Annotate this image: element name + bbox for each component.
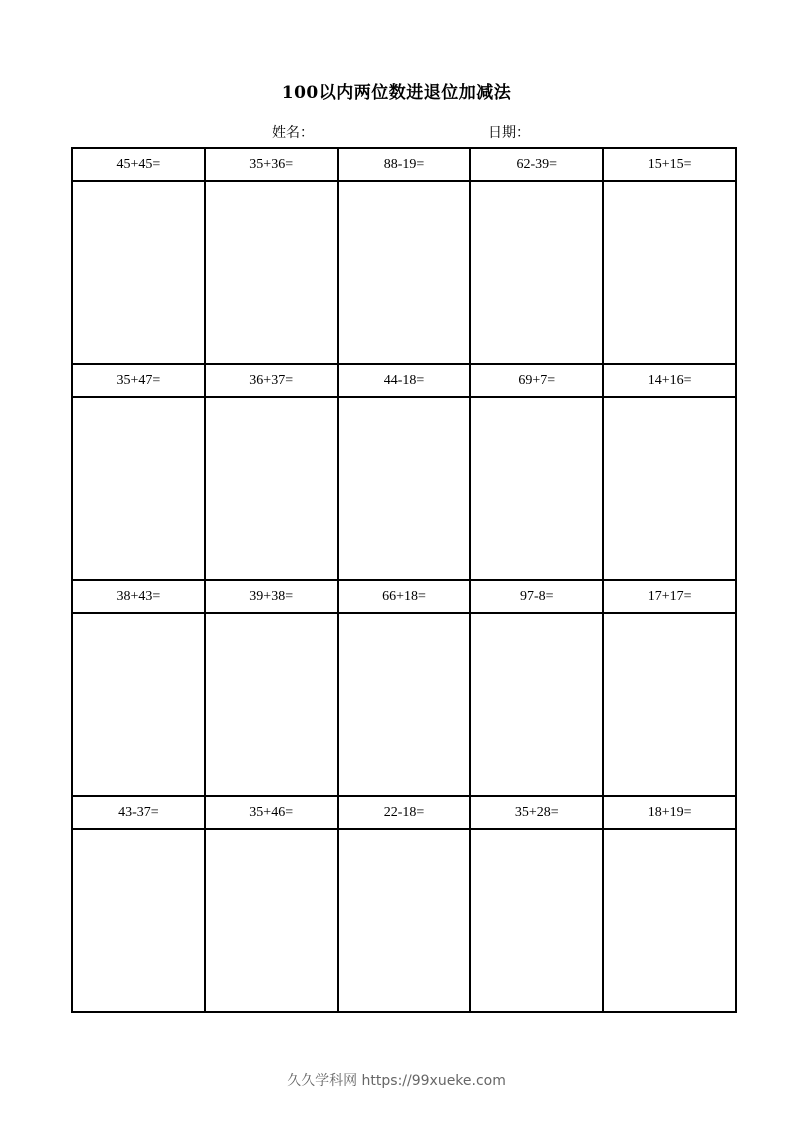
problem-cell: 35+47= [72, 364, 205, 397]
work-area[interactable] [72, 397, 205, 580]
work-area[interactable] [338, 829, 471, 1012]
work-area[interactable] [72, 613, 205, 796]
problem-row [72, 364, 736, 397]
work-area[interactable] [205, 829, 338, 1012]
problem-cell: 44-18= [338, 364, 471, 397]
work-row [72, 397, 736, 580]
problem-cell: 38+43= [72, 580, 205, 613]
problem-grid [71, 147, 737, 1013]
problem-row [72, 148, 736, 181]
worksheet-title: 100以内两位数进退位加减法 [281, 83, 512, 103]
problem-row [72, 580, 736, 613]
date-label: 日期： [488, 125, 530, 141]
work-area[interactable] [603, 181, 736, 364]
problem-cell: 22-18= [338, 796, 471, 829]
work-area[interactable] [338, 397, 471, 580]
problem-cell: 97-8= [470, 580, 603, 613]
work-area[interactable] [470, 613, 603, 796]
work-area[interactable] [470, 397, 603, 580]
name-label: 姓名： [272, 125, 314, 141]
work-area[interactable] [72, 829, 205, 1012]
problem-cell: 35+28= [470, 796, 603, 829]
problem-cell: 35+36= [205, 148, 338, 181]
work-row [72, 829, 736, 1012]
problem-cell: 17+17= [603, 580, 736, 613]
work-area[interactable] [603, 829, 736, 1012]
problem-cell: 35+46= [205, 796, 338, 829]
footer-watermark: 久久学科网 https://99xueke.com [287, 1073, 506, 1089]
problem-cell: 66+18= [338, 580, 471, 613]
problem-cell: 14+16= [603, 364, 736, 397]
work-area[interactable] [603, 397, 736, 580]
problem-cell: 18+19= [603, 796, 736, 829]
work-area[interactable] [205, 397, 338, 580]
work-area[interactable] [205, 181, 338, 364]
work-row [72, 613, 736, 796]
work-area[interactable] [470, 829, 603, 1012]
problem-cell: 15+15= [603, 148, 736, 181]
problem-cell: 43-37= [72, 796, 205, 829]
problem-cell: 45+45= [72, 148, 205, 181]
work-area[interactable] [470, 181, 603, 364]
work-row [72, 181, 736, 364]
work-area[interactable] [205, 613, 338, 796]
problem-cell: 62-39= [470, 148, 603, 181]
problem-cell: 88-19= [338, 148, 471, 181]
work-area[interactable] [603, 613, 736, 796]
work-area[interactable] [72, 181, 205, 364]
work-area[interactable] [338, 613, 471, 796]
work-area[interactable] [338, 181, 471, 364]
problem-row [72, 796, 736, 829]
problem-cell: 36+37= [205, 364, 338, 397]
problem-cell: 39+38= [205, 580, 338, 613]
problem-cell: 69+7= [470, 364, 603, 397]
